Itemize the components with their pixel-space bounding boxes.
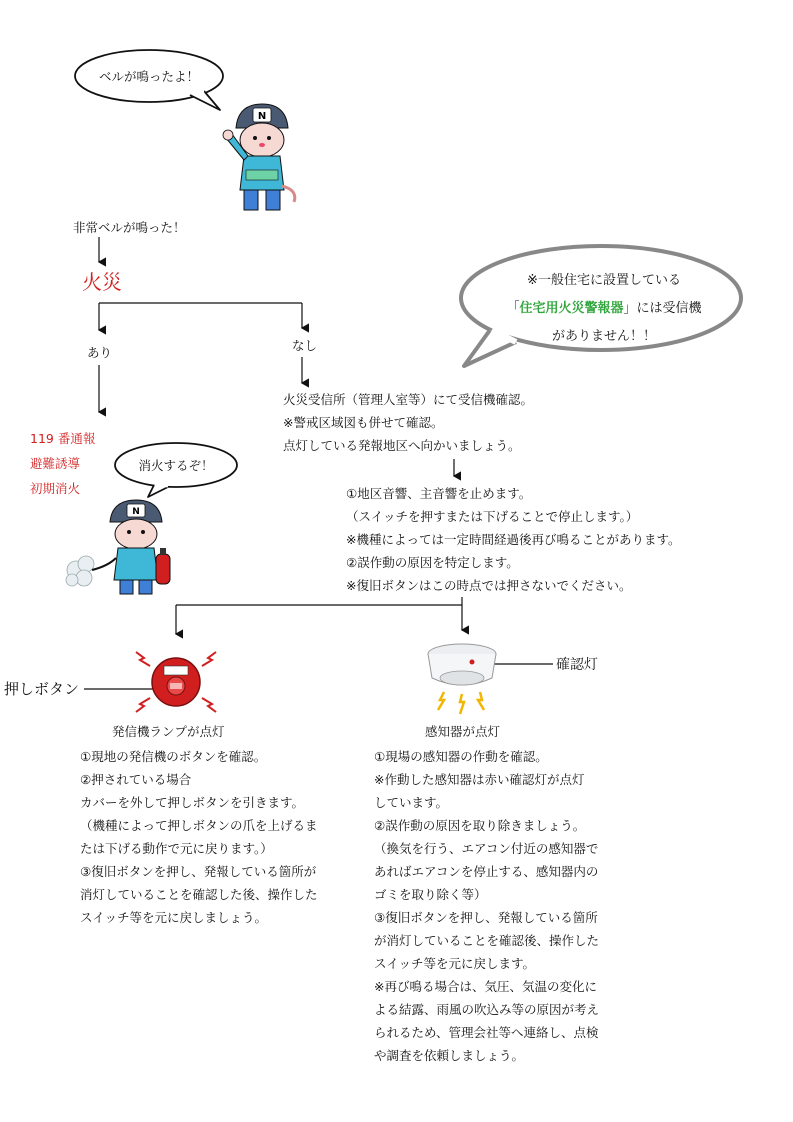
- bubble-top-text: ベルが鳴ったよ！: [98, 69, 199, 84]
- right-line: ゴミを取り除く等）: [374, 887, 487, 902]
- receiver-block: [283, 388, 533, 457]
- action-initial-extinguish: 初期消火: [30, 481, 81, 496]
- right-line: あればエアコンを停止する、感知器内の: [374, 864, 599, 879]
- left-line: ①現地の発信機のボタンを確認。: [80, 749, 267, 764]
- svg-text:N: N: [257, 111, 267, 122]
- left-branch-body: [80, 745, 318, 929]
- left-line: ②押されている場合: [80, 772, 192, 787]
- fire-alarm-button-icon: [128, 646, 224, 718]
- bubble-extinguish-text: 消火するぞ！: [138, 458, 214, 473]
- yes-actions: [30, 426, 95, 501]
- step-line: ※機種によっては一定時間経過後再び鳴ることがあります。: [346, 532, 681, 547]
- notice-line1: ※一般住宅に設置している: [527, 273, 681, 288]
- push-button-label: 押しボタン: [4, 680, 80, 698]
- firefighter-cat-pointing-icon: [220, 98, 302, 216]
- notice-text: [474, 267, 734, 351]
- receiver-line: ※警戒区域図も併せて確認。: [283, 415, 444, 430]
- right-line: しています。: [374, 795, 449, 810]
- step-line: （スイッチを押すまたは下げることで停止します。）: [346, 509, 639, 524]
- action-evacuation: 避難誘導: [30, 456, 81, 471]
- fire-label: 火災: [82, 270, 122, 294]
- notice-line3: がありません！！: [551, 329, 656, 344]
- left-branch-heading: 発信機ランプが点灯: [112, 724, 225, 739]
- notice-highlight: 住宅用火災警報器: [519, 301, 624, 316]
- left-line: たは下げる動作で元に戻ります。）: [80, 841, 273, 856]
- right-line: よる結露、雨風の吹込み等の原因が考え: [374, 1002, 600, 1017]
- start-label: 非常ベルが鳴った！: [73, 220, 186, 235]
- right-line: られるため、管理会社等へ連絡し、点検: [374, 1025, 599, 1040]
- receiver-line: 点灯している発報地区へ向かいましょう。: [283, 438, 521, 453]
- right-branch-body: [374, 745, 599, 1067]
- left-line: スイッチ等を元に戻しましょう。: [80, 910, 268, 925]
- right-line: ①現場の感知器の作動を確認。: [374, 749, 548, 764]
- right-line: （換気を行う、エアコン付近の感知器で: [374, 841, 599, 856]
- right-branch-heading: 感知器が点灯: [425, 724, 501, 739]
- action-call-119: 119 番通報: [30, 431, 96, 446]
- firefighter-cat-extinguisher-icon: [62, 496, 184, 596]
- right-line: ②誤作動の原因を取り除きましょう。: [374, 818, 586, 833]
- svg-text:N: N: [132, 507, 140, 517]
- no-label: なし: [292, 338, 318, 353]
- smoke-detector-icon: [422, 640, 502, 716]
- right-line: ※再び鳴る場合は、気圧、気温の変化に: [374, 979, 597, 994]
- left-line: カバーを外して押しボタンを引きます。: [80, 795, 305, 810]
- receiver-line: 火災受信所（管理人室等）にて受信機確認。: [283, 392, 534, 407]
- step-line: ①地区音響、主音響を止めます。: [346, 486, 532, 501]
- right-line: スイッチ等を元に戻します。: [374, 956, 536, 971]
- step-line: ②誤作動の原因を特定します。: [346, 555, 519, 570]
- right-line: ※作動した感知器は赤い確認灯が点灯: [374, 772, 585, 787]
- left-line: 消灯していることを確認した後、操作した: [80, 887, 318, 902]
- right-line: ③復旧ボタンを押し、発報している箇所: [374, 910, 598, 925]
- right-line: や調査を依頼しましょう。: [374, 1048, 525, 1063]
- notice-line2: 「住宅用火災警報器」には受信機: [506, 301, 702, 316]
- lamp-label: 確認灯: [556, 657, 598, 673]
- steps-block: [346, 482, 680, 597]
- step-line: ※復旧ボタンはこの時点では押さないでください。: [346, 578, 632, 593]
- left-line: ③復旧ボタンを押し、発報している箇所が: [80, 864, 317, 879]
- yes-label: あり: [87, 345, 113, 360]
- left-line: （機種によって押しボタンの爪を上げるま: [80, 818, 318, 833]
- right-line: が消灯していることを確認後、操作した: [374, 933, 600, 948]
